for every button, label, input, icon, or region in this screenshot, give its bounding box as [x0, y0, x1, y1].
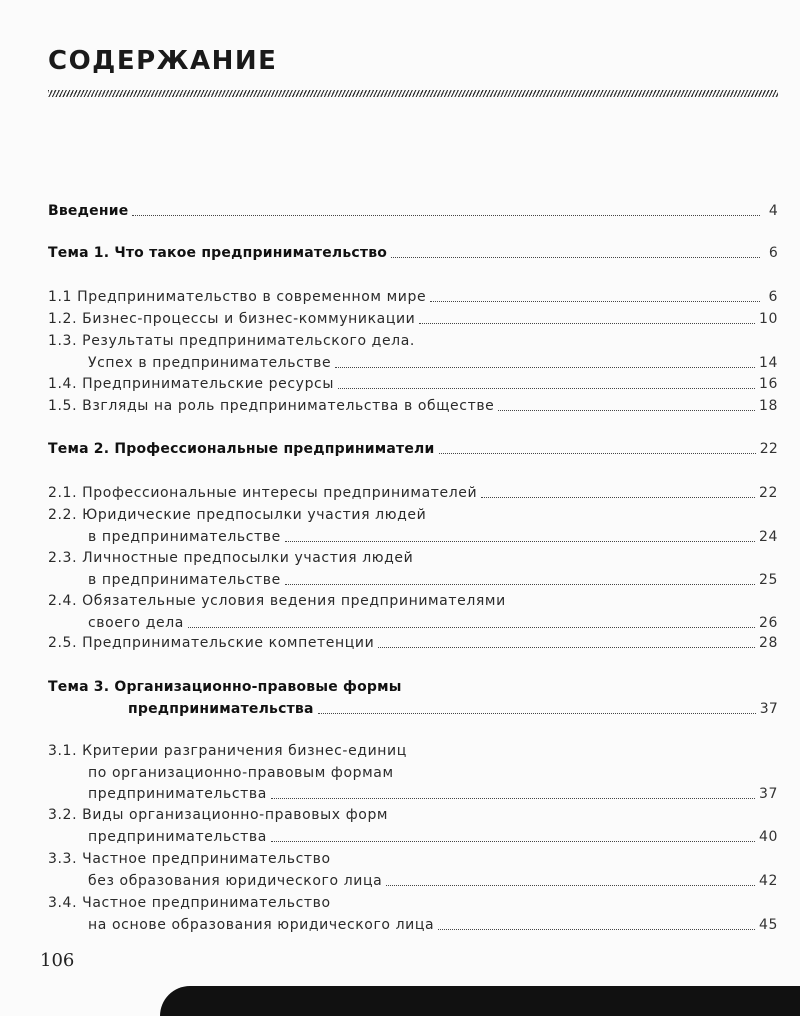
toc-entry-text: на основе образования юридического лица — [88, 916, 435, 933]
toc-entry-line — [48, 632, 778, 654]
toc-page-number: 22 — [758, 485, 778, 501]
toc-entry-text: 1.3. Результаты предпринимательского дела. — [48, 333, 415, 349]
dot-leader — [271, 797, 755, 799]
toc-entry-line — [48, 870, 778, 892]
dot-leader — [386, 884, 755, 886]
toc-entry-text: Тема 3. Организационно-правовые формы — [48, 679, 402, 695]
toc-page-number: 24 — [758, 528, 778, 545]
page-number: 106 — [40, 950, 75, 971]
toc-entry-text: 1.5. Взгляды на роль предпринимательства в обществе — [48, 398, 495, 414]
toc-entry-line — [48, 612, 778, 634]
toc-entry-text: 3.3. Частное предпринимательство — [48, 851, 331, 867]
dot-leader — [438, 928, 755, 930]
toc-entry-text: в предпринимательстве — [88, 528, 281, 545]
toc-entry-text: без образования юридического лица — [88, 872, 383, 889]
dot-leader — [335, 366, 755, 368]
toc-entry-text: Тема 2. Профессиональные предприниматели — [48, 441, 435, 457]
toc-page-number: 6 — [768, 289, 778, 305]
toc-page-number: 16 — [758, 376, 778, 392]
dot-leader — [378, 646, 755, 648]
toc-page-number: 10 — [758, 311, 778, 327]
toc-entry-line — [48, 569, 778, 591]
toc-heading-line — [48, 676, 778, 698]
toc-page-number: 26 — [758, 614, 778, 631]
toc-entry-line — [48, 826, 778, 848]
toc-entry-line — [48, 352, 778, 374]
toc-entry-line — [48, 330, 778, 352]
toc-entry-text: в предпринимательстве — [88, 571, 281, 588]
toc-entry-line — [48, 373, 778, 395]
toc-entry-line — [48, 526, 778, 548]
toc-entry-line — [48, 848, 778, 870]
toc-entry-line — [48, 740, 778, 762]
toc-entry-text: 2.2. Юридические предпосылки участия людей — [48, 507, 427, 523]
toc-page-number: 22 — [759, 441, 778, 457]
toc-entry-text: по организационно-правовым формам — [88, 764, 394, 781]
toc-entry-text: Введение — [48, 203, 129, 219]
dot-leader — [285, 583, 755, 585]
dot-leader — [285, 540, 755, 542]
dot-leader — [419, 322, 755, 324]
toc-entry-line — [48, 783, 778, 805]
toc-page-number: 45 — [758, 916, 778, 933]
page-corner-shadow — [160, 986, 800, 1016]
toc-page-number: 4 — [768, 203, 778, 219]
dot-leader — [430, 300, 760, 302]
toc-entry-line — [48, 762, 778, 784]
toc-entry-text: 1.1 Предпринимательство в современном мире — [48, 289, 427, 305]
toc-page-number: 25 — [758, 571, 778, 588]
dot-leader — [498, 409, 755, 411]
dot-leader — [338, 387, 755, 389]
toc-entry-text: 3.2. Виды организационно-правовых форм — [48, 807, 389, 823]
toc-entry-text: предпринимательства — [88, 828, 267, 845]
toc-entry-line — [48, 590, 778, 612]
toc-page-number: 28 — [758, 635, 778, 651]
toc-entry-line — [48, 308, 778, 330]
toc-entry-line — [48, 914, 778, 936]
toc-heading-line — [48, 698, 778, 720]
toc-entry-line — [48, 395, 778, 417]
page-title: СОДЕРЖАНИЕ — [48, 46, 278, 76]
toc-heading-line — [48, 438, 778, 460]
dot-leader — [318, 712, 756, 714]
decorative-rule — [48, 90, 778, 97]
toc-entry-text: 1.2. Бизнес-процессы и бизнес-коммуникации — [48, 311, 416, 327]
dot-leader — [132, 214, 760, 216]
toc-entry-text: своего дела — [88, 614, 184, 631]
toc-page-number: 37 — [759, 700, 778, 717]
toc-entry-line — [48, 504, 778, 526]
toc-page-number: 6 — [768, 245, 778, 261]
toc-entry-text: 1.4. Предпринимательские ресурсы — [48, 376, 335, 392]
toc-heading-line — [48, 242, 778, 264]
dot-leader — [481, 496, 755, 498]
toc-entry-line — [48, 286, 778, 308]
toc-entry-text: 2.3. Личностные предпосылки участия людей — [48, 550, 414, 566]
toc-entry-line — [48, 547, 778, 569]
toc-entry-line — [48, 892, 778, 914]
dot-leader — [439, 452, 756, 454]
toc-page-number: 37 — [758, 786, 778, 802]
dot-leader — [188, 626, 755, 628]
toc-entry-text: 2.4. Обязательные условия ведения предпринимателями — [48, 593, 506, 609]
toc-entry-line — [48, 804, 778, 826]
toc-entry-text: 2.1. Профессиональные интересы предпринимателей — [48, 485, 478, 501]
toc-entry-text: Успех в предпринимательстве — [88, 354, 332, 371]
toc-page-number: 42 — [758, 872, 778, 889]
toc-entry-text: 2.5. Предпринимательские компетенции — [48, 635, 375, 651]
toc-entry-text: 3.1. Критерии разграничения бизнес-единиц — [48, 743, 407, 759]
dot-leader — [271, 840, 755, 842]
toc-page-number: 14 — [758, 354, 778, 371]
toc-entry-text: предпринимательства — [88, 786, 267, 802]
toc-entry-text: 3.4. Частное предпринимательство — [48, 895, 331, 911]
toc-heading-line — [48, 200, 778, 222]
toc-page-number: 18 — [758, 398, 778, 414]
toc-entry-line — [48, 482, 778, 504]
dot-leader — [391, 256, 760, 258]
toc-entry-text: Тема 1. Что такое предпринимательство — [48, 245, 388, 261]
toc-entry-text: предпринимательства — [128, 700, 314, 717]
toc-page-number: 40 — [758, 828, 778, 845]
